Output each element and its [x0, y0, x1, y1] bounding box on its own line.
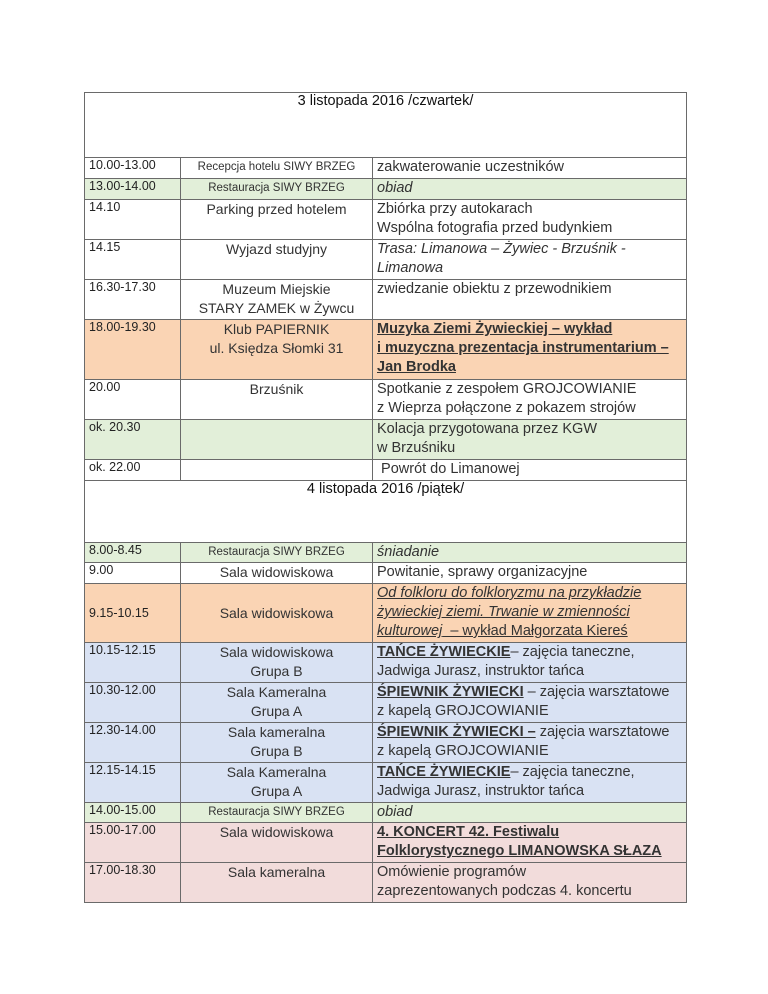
place-cell: Restauracja SIWY BRZEG: [181, 803, 373, 823]
place-cell: Sala widowiskowa: [181, 563, 373, 584]
place-cell: Sala widowiskowa: [181, 584, 373, 643]
schedule-row: [85, 584, 687, 643]
time-cell: 20.00: [85, 380, 181, 420]
activity-line: Od folkloru do folkloryzmu na przykładzie: [377, 585, 642, 601]
activity-line: [377, 622, 682, 641]
activity-line: Wspólna fotografia przed budynkiem: [377, 220, 613, 236]
activity-line: zaprezentowanych podczas 4. koncertu: [377, 883, 632, 899]
activity-cell: [373, 683, 687, 723]
activity-line: [377, 643, 682, 662]
place-line: Sala widowiskowa: [219, 644, 334, 660]
place-line: Sala kameralna: [227, 724, 326, 740]
place-cell: [181, 683, 373, 723]
activity-line: i muzyczna prezentacja instrumentarium –: [377, 340, 669, 356]
time-cell: 18.00-19.30: [85, 320, 181, 380]
activity-part: TAŃCE ŻYWIECKIE: [377, 644, 511, 660]
time-cell: 14.10: [85, 200, 181, 240]
activity-line: Zbiórka przy autokarach: [377, 201, 533, 217]
activity-part: – zajęcia taneczne,: [510, 764, 635, 780]
activity-line: [377, 723, 682, 742]
activity-line: żywieckiej ziemi. Trwanie w zmienności: [377, 604, 630, 620]
activity-cell: [373, 823, 687, 863]
activity-cell: [373, 380, 687, 420]
place-line: Sala Kameralna: [226, 764, 327, 780]
schedule-row: [85, 543, 687, 563]
time-cell: ok. 22.00: [85, 460, 181, 481]
activity-line: Muzyka Ziemi Żywieckiej – wykład: [377, 321, 613, 337]
schedule-row: [85, 280, 687, 320]
place-cell: Sala widowiskowa: [181, 823, 373, 863]
schedule-row: [85, 683, 687, 723]
activity-line: [377, 763, 682, 782]
activity-cell: [373, 723, 687, 763]
activity-line: 4. KONCERT 42. Festiwalu: [377, 824, 560, 840]
time-cell: 8.00-8.45: [85, 543, 181, 563]
activity-cell: śniadanie: [373, 543, 687, 563]
place-cell: Parking przed hotelem: [181, 200, 373, 240]
schedule-row: [85, 763, 687, 803]
time-cell: 17.00-18.30: [85, 863, 181, 903]
activity-part: ŚPIEWNIK ŻYWIECKI: [377, 684, 524, 700]
schedule-row: [85, 320, 687, 380]
activity-part: – zajęcia taneczne,: [510, 644, 635, 660]
schedule-table: [84, 92, 687, 903]
activity-cell: zakwaterowanie uczestników: [373, 158, 687, 179]
place-cell: [181, 320, 373, 380]
place-cell: Recepcja hotelu SIWY BRZEG: [181, 158, 373, 179]
activity-line: Jan Brodka: [377, 359, 456, 375]
time-cell: 16.30-17.30: [85, 280, 181, 320]
activity-line: Spotkanie z zespołem GROJCOWIANIE: [377, 381, 637, 397]
schedule-row: [85, 420, 687, 460]
schedule-row: [85, 460, 687, 481]
activity-line: z Wieprza połączone z pokazem strojów: [377, 400, 636, 416]
activity-cell: Powitanie, sprawy organizacyjne: [373, 563, 687, 584]
place-cell: Sala kameralna: [181, 863, 373, 903]
activity-cell: [373, 763, 687, 803]
activity-line: z kapelą GROJCOWIANIE: [377, 703, 549, 719]
place-cell: Brzuśnik: [181, 380, 373, 420]
schedule-row: [85, 200, 687, 240]
activity-line: Limanowa: [377, 260, 444, 276]
schedule-row: [85, 863, 687, 903]
activity-part: kulturowej: [377, 623, 443, 639]
schedule-row: [85, 643, 687, 683]
activity-part: ŚPIEWNIK ŻYWIECKI –: [377, 724, 536, 740]
day-header: 4 listopada 2016 /piątek/: [85, 481, 687, 543]
activity-line: Folklorystycznego LIMANOWSKA SŁAZA: [377, 843, 662, 859]
activity-cell: obiad: [373, 803, 687, 823]
place-line: Klub PAPIERNIK: [223, 321, 330, 337]
activity-line: Jadwiga Jurasz, instruktor tańca: [377, 783, 585, 799]
place-cell: [181, 420, 373, 460]
time-cell: 14.15: [85, 240, 181, 280]
schedule-row: [85, 803, 687, 823]
place-cell: [181, 763, 373, 803]
place-cell: [181, 460, 373, 481]
activity-cell: zwiedzanie obiektu z przewodnikiem: [373, 280, 687, 320]
time-cell: 12.15-14.15: [85, 763, 181, 803]
place-line: ul. Księdza Słomki 31: [209, 340, 344, 356]
activity-cell: [373, 200, 687, 240]
day-header: 3 listopada 2016 /czwartek/: [85, 93, 687, 158]
activity-cell: [373, 863, 687, 903]
schedule-row: [85, 380, 687, 420]
activity-line: Jadwiga Jurasz, instruktor tańca: [377, 663, 585, 679]
day-header-row: [85, 481, 687, 543]
place-cell: [181, 723, 373, 763]
schedule-row: [85, 179, 687, 200]
place-line: Grupa A: [250, 783, 303, 799]
activity-cell: obiad: [373, 179, 687, 200]
place-line: Grupa B: [250, 663, 303, 679]
time-cell: 12.30-14.00: [85, 723, 181, 763]
schedule-row: [85, 158, 687, 179]
activity-line: z kapelą GROJCOWIANIE: [377, 743, 549, 759]
activity-cell: Powrót do Limanowej: [373, 460, 687, 481]
time-cell: 14.00-15.00: [85, 803, 181, 823]
time-cell: ok. 20.30: [85, 420, 181, 460]
time-cell: 13.00-14.00: [85, 179, 181, 200]
activity-line: Trasa: Limanowa – Żywiec - Brzuśnik -: [377, 241, 626, 257]
place-line: Grupa B: [250, 743, 303, 759]
schedule-row: [85, 823, 687, 863]
place-line: Muzeum Miejskie: [222, 281, 331, 297]
schedule-row: [85, 563, 687, 584]
activity-line: w Brzuśniku: [377, 440, 456, 456]
place-cell: Restauracja SIWY BRZEG: [181, 179, 373, 200]
time-cell: 10.30-12.00: [85, 683, 181, 723]
day-header-row: [85, 93, 687, 158]
time-cell: 10.15-12.15: [85, 643, 181, 683]
schedule-row: [85, 723, 687, 763]
time-cell: 9.15-10.15: [85, 584, 181, 643]
place-cell: [181, 280, 373, 320]
activity-cell: [373, 643, 687, 683]
place-cell: Wyjazd studyjny: [181, 240, 373, 280]
activity-cell: [373, 584, 687, 643]
activity-line: [377, 683, 682, 702]
activity-cell: [373, 240, 687, 280]
activity-line: Kolacja przygotowana przez KGW: [377, 421, 598, 437]
activity-part: zajęcia warsztatowe: [535, 724, 670, 740]
time-cell: 10.00-13.00: [85, 158, 181, 179]
activity-part: – zajęcia warsztatowe: [523, 684, 670, 700]
activity-cell: [373, 320, 687, 380]
activity-part: TAŃCE ŻYWIECKIE: [377, 764, 511, 780]
time-cell: 15.00-17.00: [85, 823, 181, 863]
activity-cell: [373, 420, 687, 460]
place-line: STARY ZAMEK w Żywcu: [198, 300, 355, 316]
activity-line: Omówienie programów: [377, 864, 527, 880]
time-cell: 9.00: [85, 563, 181, 584]
activity-part: – wykład Małgorzata Kiereś: [442, 623, 628, 639]
place-line: Sala Kameralna: [226, 684, 327, 700]
place-cell: [181, 643, 373, 683]
place-line: Grupa A: [250, 703, 303, 719]
schedule-row: [85, 240, 687, 280]
place-cell: Restauracja SIWY BRZEG: [181, 543, 373, 563]
